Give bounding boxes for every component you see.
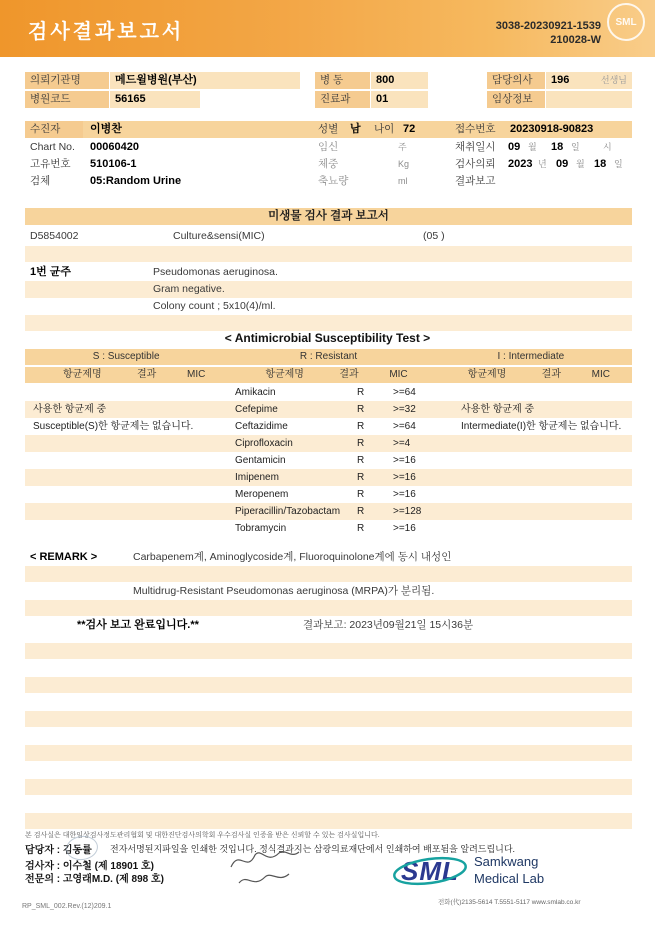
ast-result: R: [357, 523, 365, 534]
pregnancy-unit: 주: [398, 142, 407, 152]
report-numbers: [496, 19, 601, 47]
ast-legend-band: [25, 349, 632, 365]
hospital-code-value: 56165: [110, 91, 200, 108]
empty-row-stripe: [25, 315, 632, 331]
legend-intermediate: I : Intermediate: [497, 351, 565, 362]
receipt-label: 접수번호: [455, 123, 496, 135]
urine-unit: ml: [398, 176, 408, 186]
ast-result: R: [357, 404, 365, 415]
accreditation-note: 본 검사실은 대한임상검사정도관리협회 및 대한진단검사의학회 우수검사실 인증을 받은 신뢰할 수 있는 검사실입니다.: [25, 832, 380, 839]
sml-logo-text: SML: [401, 856, 459, 886]
ast-mic: >=16: [393, 523, 416, 534]
collect-label: 채취일시: [455, 141, 496, 153]
empty-row-stripe: [25, 677, 632, 693]
col-header-mic: MIC: [389, 369, 408, 380]
col-header-result: 결과: [541, 369, 561, 380]
request-day-unit: 일: [614, 159, 623, 169]
hospital-code-label: 병원코드: [25, 91, 109, 108]
intermediate-note-2: Intermediate(I)한 항균제는 없습니다.: [461, 421, 622, 432]
request-label: 검사의뢰: [455, 158, 496, 170]
ast-drug-name: Ciprofloxacin: [235, 438, 293, 449]
legend-resistant: R : Resistant: [299, 351, 358, 362]
report-number-main: 3038-20230921-1539: [495, 20, 601, 32]
collect-day-unit: 일: [571, 142, 580, 152]
empty-row-stripe: [25, 566, 632, 582]
patient-label: 수진자: [25, 121, 83, 138]
col-header-result: 결과: [137, 369, 157, 380]
ast-drug-name: Piperacillin/Tazobactam: [235, 506, 341, 517]
ast-drug-name: Imipenem: [235, 472, 279, 483]
report-header: [0, 0, 655, 57]
ast-mic: >=16: [393, 455, 416, 466]
ast-result: R: [357, 472, 365, 483]
ast-row: [25, 520, 632, 537]
manager-name: 담당자 : 김동률: [25, 845, 92, 856]
collect-day: 18: [551, 141, 564, 153]
report-number-sub: 210028-W: [550, 34, 601, 46]
ast-result: R: [357, 421, 365, 432]
ward-value: 800: [371, 72, 428, 89]
sml-lab-name-line2: Medical Lab: [474, 871, 545, 886]
ast-row: [25, 469, 632, 486]
empty-row-stripe: [25, 711, 632, 727]
col-header-mic: MIC: [591, 369, 610, 380]
ast-drug-name: Tobramycin: [235, 523, 287, 534]
ast-row: [25, 401, 632, 418]
lab-contact-line: 전화(代)2135-5614 T.5551-5117 www.smlab.co.kr: [438, 899, 581, 906]
ast-mic: >=4: [393, 438, 411, 449]
remark-line2: Multidrug-Resistant Pseudomonas aeruginosa (MRPA)가 분리됨.: [133, 585, 435, 597]
empty-row-stripe: [25, 643, 632, 659]
empty-row-stripe: [25, 779, 632, 795]
result-report-label: 결과보고: [455, 175, 496, 187]
colony-count: Colony count ; 5x10(4)/ml.: [153, 300, 276, 312]
remark-line1: Carbapenem계, Aminoglycoside계, Fluoroquinolone계에 동시 내성인: [133, 551, 452, 563]
request-day: 18: [594, 158, 607, 170]
age-value: 72: [403, 123, 416, 135]
ast-result: R: [357, 506, 365, 517]
examiner-name: 검사자 : 이수철 (제 18901 호): [25, 861, 154, 872]
specialist-name: 전문의 : 고영래M.D. (제 898 호): [25, 874, 164, 885]
empty-row-stripe: [25, 246, 632, 262]
doctor-label: 담당의사: [487, 72, 545, 89]
ast-drug-name: Amikacin: [235, 387, 276, 398]
susceptible-note-2: Susceptible(S)한 항균제는 없습니다.: [33, 421, 194, 432]
org-label: 의뢰기관명: [25, 72, 109, 89]
chart-no-label: Chart No.: [30, 141, 75, 153]
specimen-label: 검체: [30, 175, 51, 187]
sml-swoosh-icon: [391, 850, 469, 892]
ast-mic: >=32: [393, 404, 416, 415]
chart-no-value: 00060420: [90, 141, 139, 153]
empty-row-stripe: [25, 813, 632, 829]
weight-label: 체중: [318, 158, 339, 170]
ast-title: < Antimicrobial Susceptibility Test >: [224, 331, 431, 345]
request-month: 09: [556, 158, 569, 170]
ast-drug-name: Gentamicin: [235, 455, 286, 466]
dept-value: 01: [371, 91, 428, 108]
doctor-value: 196: [551, 74, 570, 86]
patient-name: 이병찬: [90, 123, 122, 135]
ast-result: R: [357, 455, 365, 466]
empty-row-stripe: [25, 745, 632, 761]
age-label: 나이: [374, 123, 395, 135]
strain-label: 1번 균주: [30, 266, 72, 278]
remark-label: < REMARK >: [30, 551, 98, 563]
report-time: 결과보고: 2023년09월21일 15시36분: [303, 619, 474, 631]
ast-header-group: [227, 367, 429, 383]
ast-mic: >=64: [393, 387, 416, 398]
ast-header-group: [25, 367, 227, 383]
clinical-label: 임상정보: [487, 91, 545, 108]
uid-label: 고유번호: [30, 158, 71, 170]
ast-header-group: [430, 367, 632, 383]
form-code: RP_SML_002.Rev.(12)209.1: [22, 903, 112, 910]
ast-column-headers: [25, 367, 632, 383]
dept-label: 진료과: [315, 91, 370, 108]
test-name: Culture&sensi(MIC): [173, 230, 265, 242]
request-year: 2023: [508, 158, 533, 170]
request-year-unit: 년: [538, 159, 547, 169]
ast-result: R: [357, 387, 365, 398]
ast-drug-name: Cefepime: [235, 404, 278, 415]
ast-mic: >=16: [393, 489, 416, 500]
collect-month: 09: [508, 141, 521, 153]
sex-label: 성별: [318, 123, 339, 135]
collect-time-unit: 시: [603, 142, 612, 152]
specimen-value: 05:Random Urine: [90, 175, 182, 187]
collect-month-unit: 월: [528, 142, 537, 152]
gram-row-stripe: [25, 281, 632, 298]
ast-result: R: [357, 438, 365, 449]
ast-mic: >=16: [393, 472, 416, 483]
sml-badge-icon: [607, 3, 645, 41]
test-suffix: (05 ): [423, 230, 445, 242]
ast-row: [25, 452, 632, 469]
report-complete-text: **검사 보고 완료입니다.**: [77, 619, 199, 631]
uid-value: 510106-1: [90, 158, 137, 170]
doctor-suffix: 선생님: [600, 75, 627, 85]
sml-lab-name: [474, 853, 544, 887]
sml-lab-name-line1: Samkwang: [474, 854, 539, 869]
pregnancy-label: 임신: [318, 141, 339, 153]
digital-signature-notice: 전자서명된지파일을 인쇄한 것입니다. 정식결과지는 삼광의료재단에서 인쇄하여 배포됨을 알려드립니다.: [110, 844, 516, 854]
col-header-result: 결과: [339, 369, 359, 380]
org-value: 메드윌병원(부산): [110, 72, 300, 89]
signature-icon: [225, 845, 325, 890]
col-header-drug: 항균제명: [467, 369, 507, 380]
weight-unit: Kg: [398, 159, 410, 169]
request-month-unit: 월: [576, 159, 585, 169]
report-title: 검사결과보고서: [28, 21, 185, 43]
sml-badge-text: SML: [615, 16, 637, 28]
micro-section-band: 미생물 검사 결과 보고서: [25, 208, 632, 225]
col-header-drug: 항균제명: [63, 369, 102, 380]
col-header-drug: 항균제명: [265, 369, 304, 380]
sex-value: 남: [350, 123, 361, 135]
ast-mic: >=128: [393, 506, 422, 517]
col-header-mic: MIC: [187, 369, 206, 380]
urine-label: 축뇨량: [318, 175, 349, 187]
organism-name: Pseudomonas aeruginosa.: [153, 266, 278, 278]
doctor-value-cell: [546, 72, 632, 89]
clinical-value: [546, 91, 632, 108]
intermediate-note-1: 사용한 항균제 중: [461, 404, 535, 415]
ast-row: [25, 503, 632, 520]
legend-susceptible: S : Susceptible: [92, 351, 160, 362]
ast-mic: >=64: [393, 421, 416, 432]
ast-result: R: [357, 489, 365, 500]
ast-row: [25, 486, 632, 503]
empty-row-stripe: [25, 600, 632, 616]
test-code: D5854002: [30, 230, 79, 242]
ast-drug-name: Ceftazidime: [235, 421, 288, 432]
ast-row: [25, 435, 632, 452]
ast-row: [25, 384, 632, 401]
receipt-value: 20230918-90823: [510, 123, 594, 135]
ast-drug-name: Meropenem: [235, 489, 289, 500]
ward-label: 병 동: [315, 72, 370, 89]
susceptible-note-1: 사용한 항균제 중: [33, 404, 107, 415]
gram-stain: Gram negative.: [153, 283, 225, 295]
sml-logo: [391, 850, 469, 892]
